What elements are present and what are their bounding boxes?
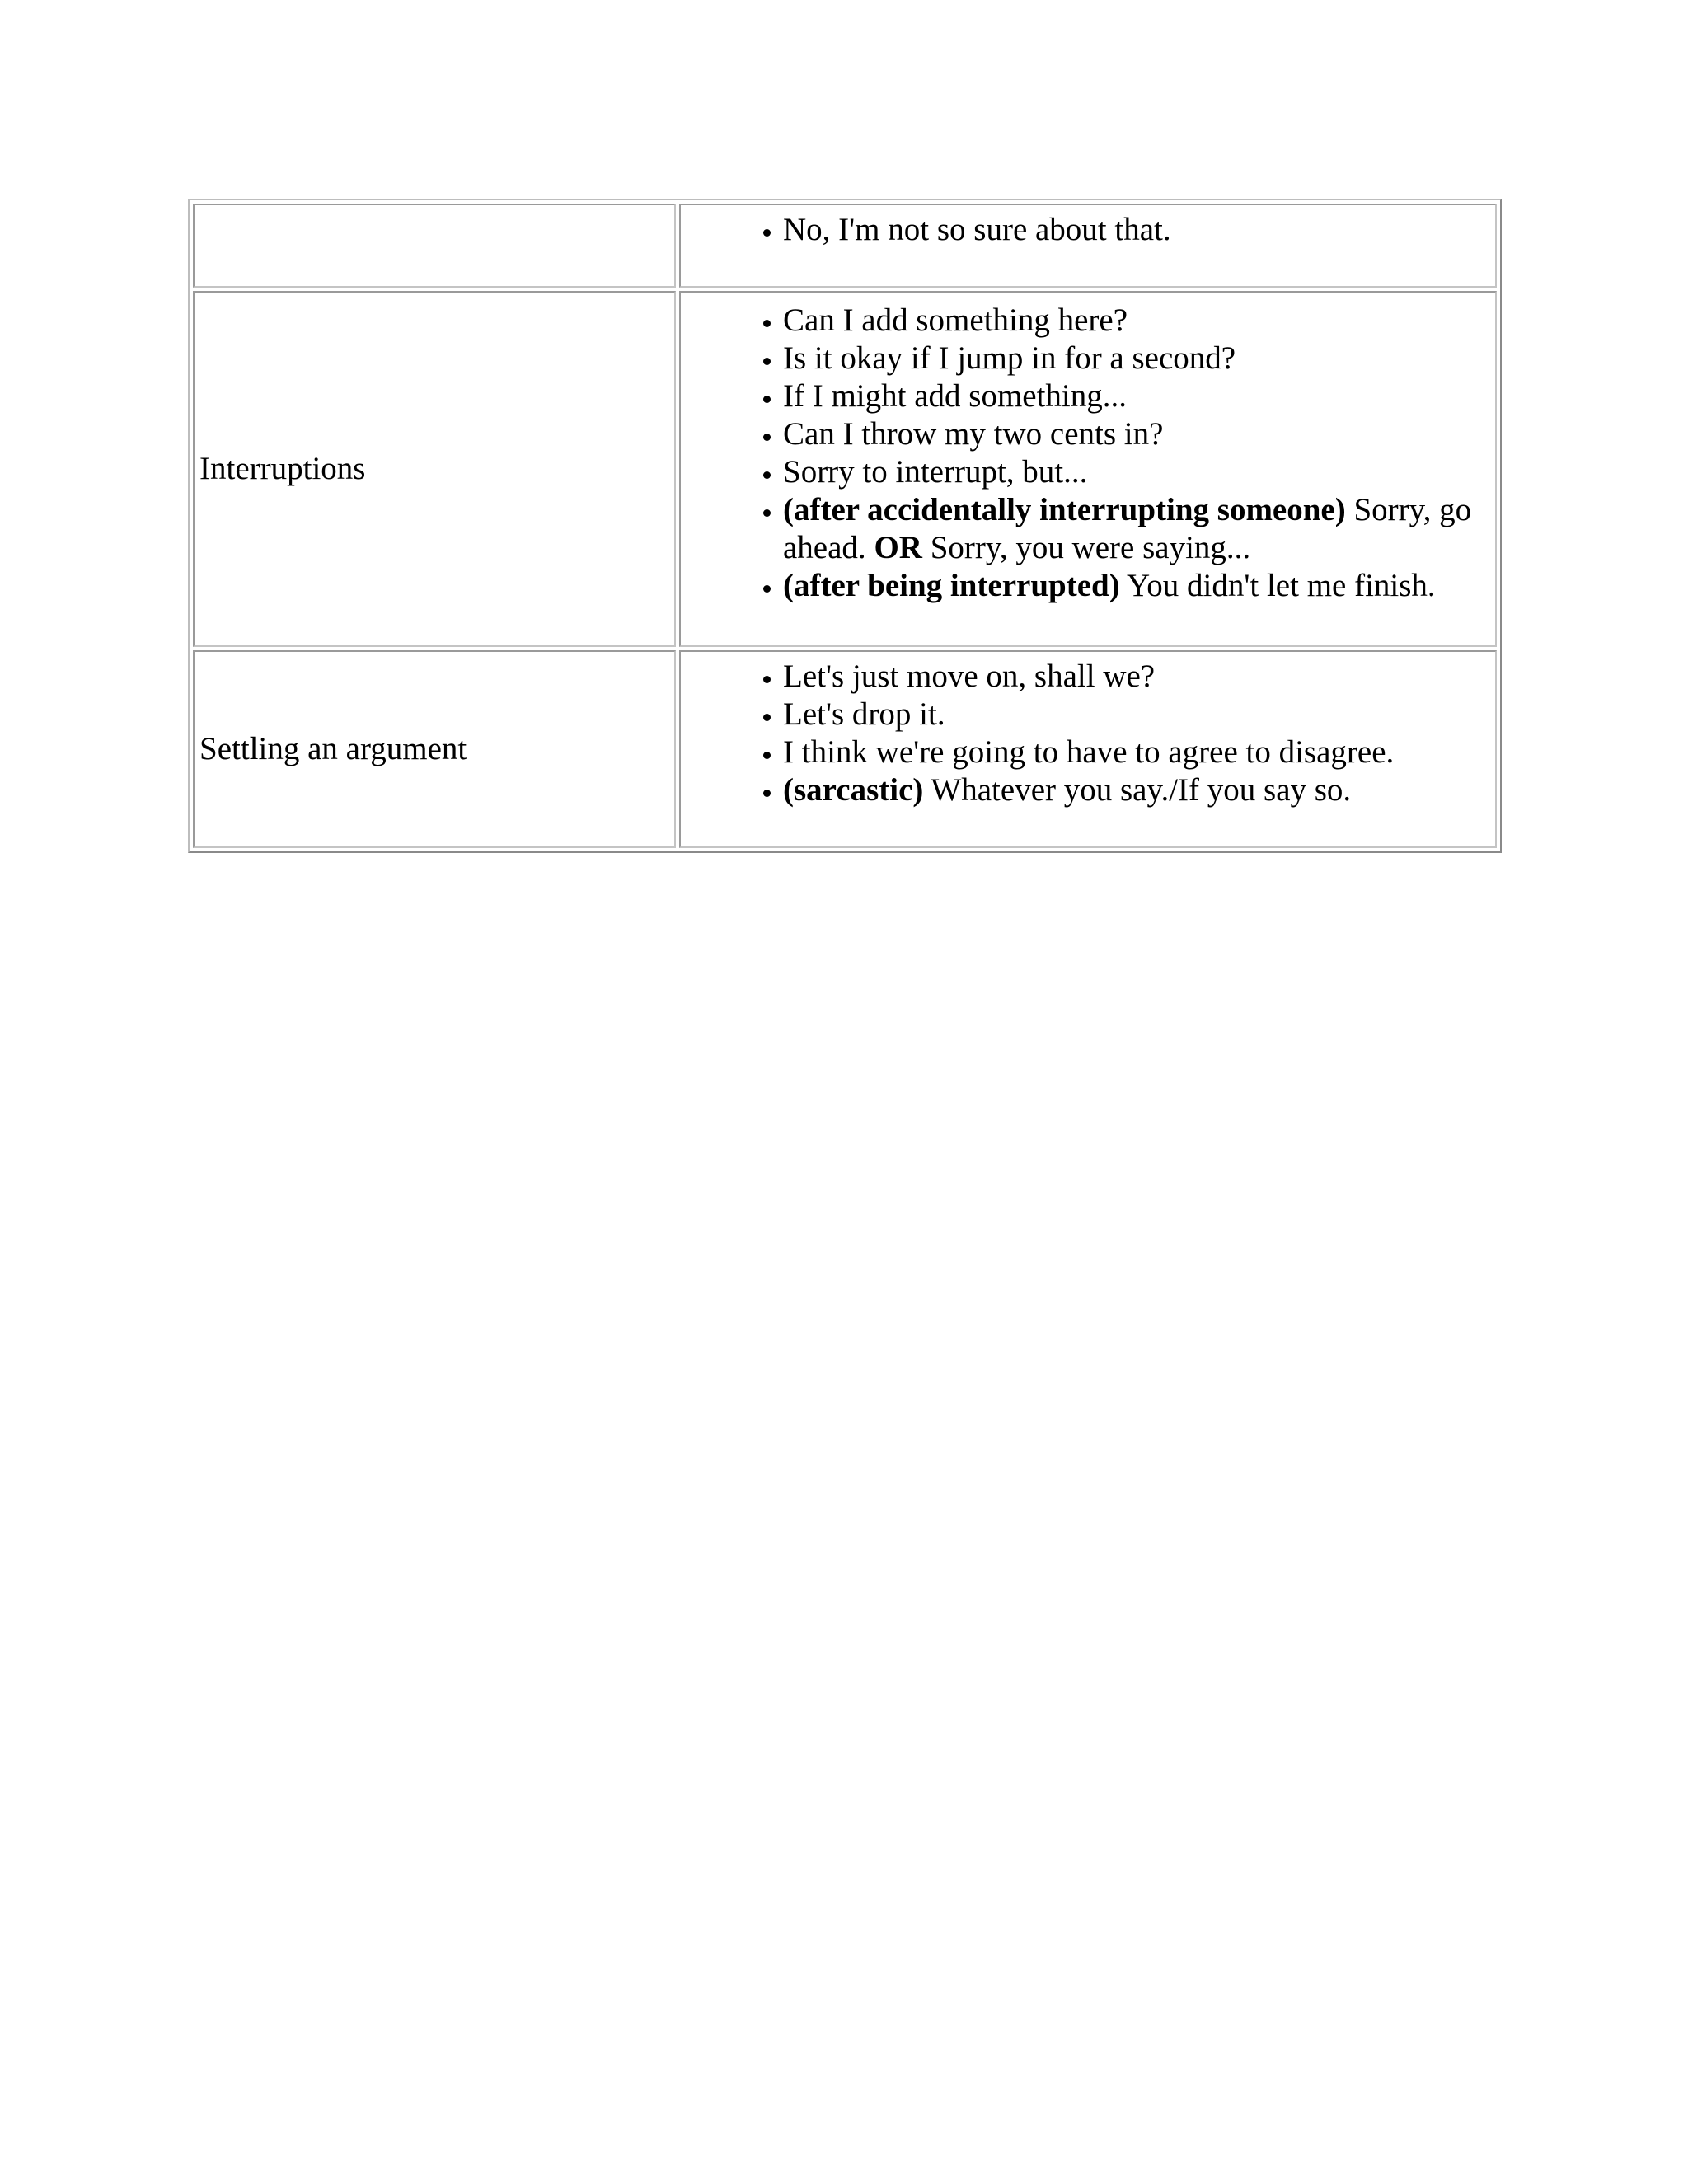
table-row [193, 650, 1497, 848]
phrase-text: No, I'm not so sure about that. [783, 212, 1171, 247]
phrase-text: Is it okay if I jump in for a second? [783, 340, 1236, 376]
category-cell [193, 204, 676, 288]
list-item [783, 302, 1479, 340]
phrases-cell [679, 204, 1497, 288]
or-separator: OR [874, 530, 922, 565]
list-item [783, 771, 1479, 809]
list-item [783, 567, 1479, 605]
category-cell [193, 291, 676, 647]
context-note: (after being interrupted) [783, 568, 1120, 603]
table-row [193, 204, 1497, 288]
category-label: Interruptions [199, 451, 366, 486]
phrase-text: Can I throw my two cents in? [783, 416, 1164, 452]
phrase-text: Can I add something here? [783, 302, 1128, 338]
list-item [783, 340, 1479, 377]
phrase-text: Sorry to interrupt, but... [783, 454, 1088, 490]
phrase-text: Whatever you say./If you say so. [923, 772, 1352, 808]
phrase-list [681, 653, 1495, 846]
category-label: Settling an argument [199, 731, 467, 766]
list-item [783, 453, 1479, 491]
phrase-text: Sorry, you were saying... [921, 530, 1251, 565]
category-cell [193, 650, 676, 848]
list-item [783, 491, 1479, 567]
phrase-text: I think we're going to have to agree to disagree. [783, 734, 1395, 770]
list-item [783, 211, 1479, 249]
list-item [783, 377, 1479, 415]
phrases-cell [679, 650, 1497, 848]
list-item [783, 658, 1479, 696]
phrase-text: If I might add something... [783, 378, 1128, 414]
phrase-text: Let's drop it. [783, 696, 945, 732]
list-item [783, 415, 1479, 453]
phrases-cell [679, 291, 1497, 647]
table-row [193, 291, 1497, 647]
phrase-text: You didn't let me finish. [1119, 568, 1436, 603]
phrase-list [681, 297, 1495, 641]
phrase-text: Sorry, go ahead. [783, 492, 1472, 565]
list-item [783, 733, 1479, 771]
context-note: (sarcastic) [783, 772, 924, 808]
phrase-text: Let's just move on, shall we? [783, 658, 1156, 694]
phrase-table [188, 199, 1502, 853]
phrase-list [681, 209, 1495, 282]
context-note: (after accidentally interrupting someone) [783, 492, 1346, 527]
list-item [783, 696, 1479, 733]
